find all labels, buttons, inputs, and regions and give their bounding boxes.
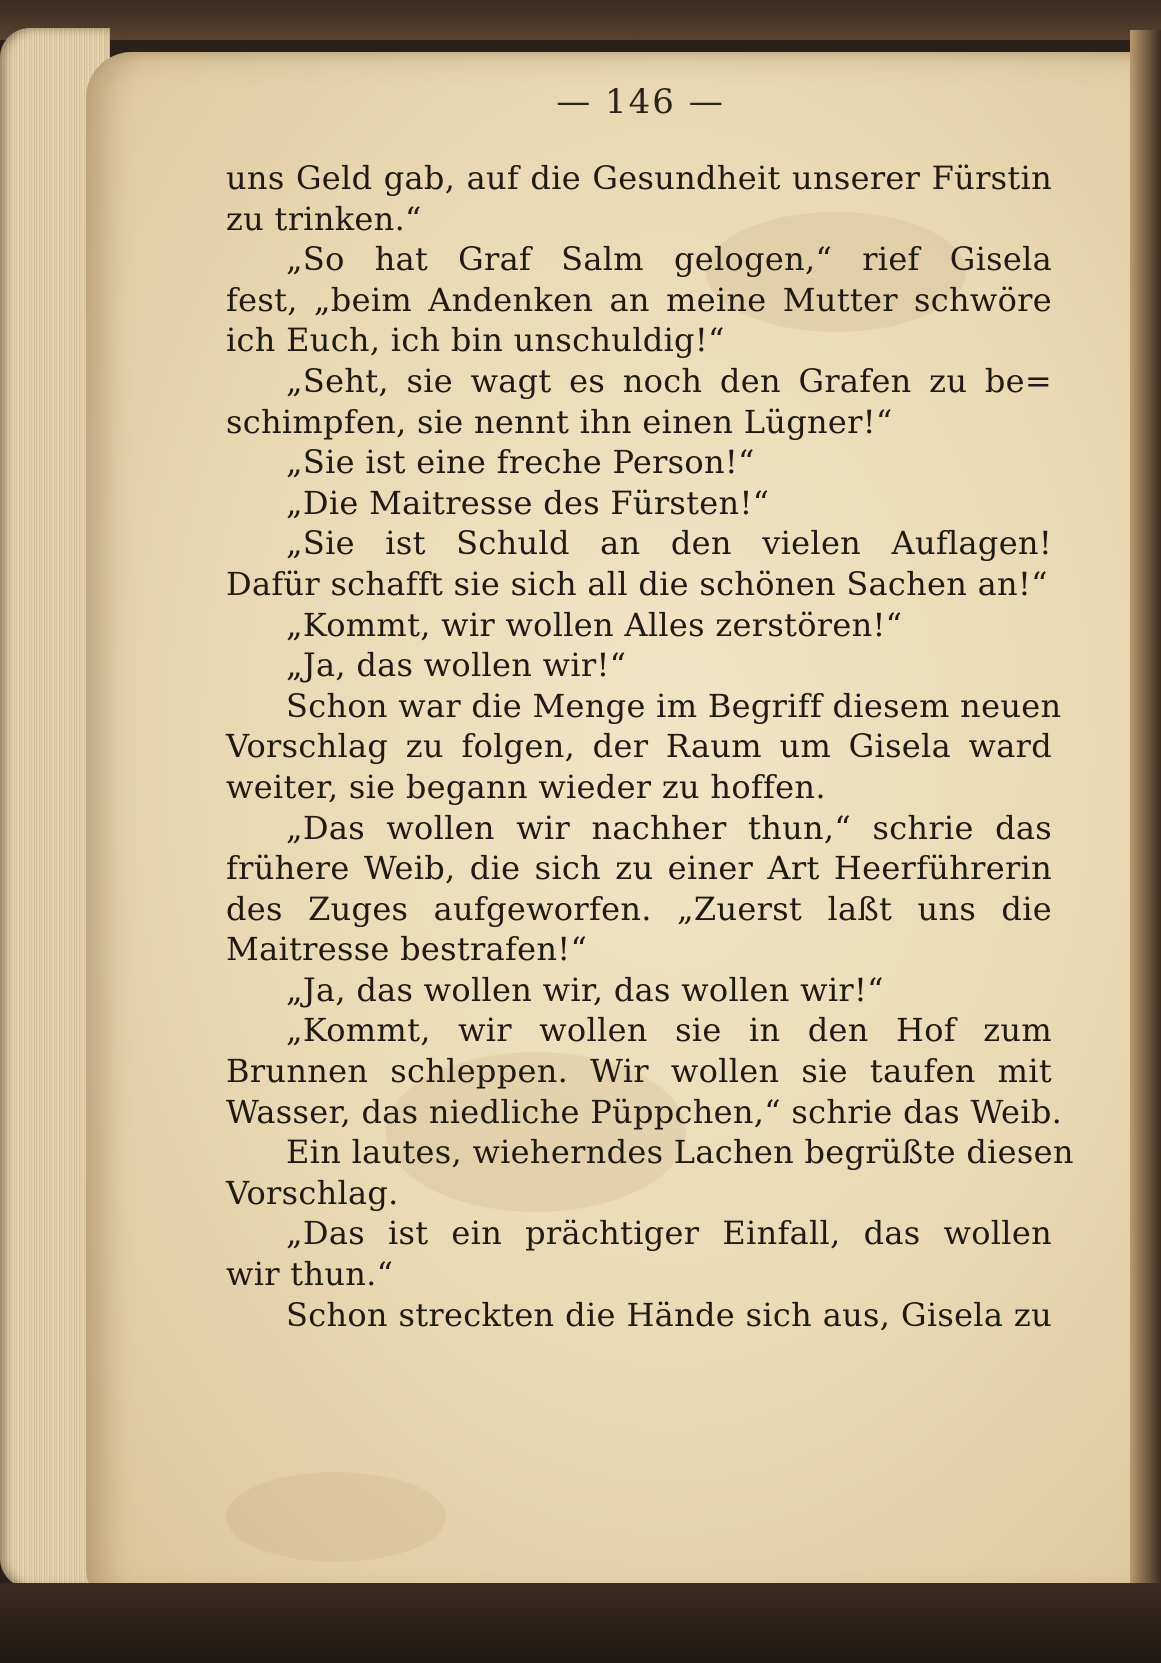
text-line: Vorschlag. xyxy=(226,1173,399,1212)
text-line: Ein lautes, wieherndes Lachen begrüßte diesen xyxy=(286,1133,1074,1172)
book-cover-bottom xyxy=(0,1583,1161,1663)
text-line: „Sie ist eine freche Person!“ xyxy=(286,443,755,482)
text-line: des Zuges aufgeworfen. „Zuerst laßt uns die xyxy=(226,889,1052,928)
book-cover-top xyxy=(0,0,1161,40)
text-line: „Ja, das wollen wir!“ xyxy=(286,646,627,685)
text-line: frühere Weib, die sich zu einer Art Heerführerin xyxy=(226,849,1052,888)
page-number: — 146 — xyxy=(556,82,725,122)
text-line: weiter, sie begann wieder zu hoffen. xyxy=(226,767,826,806)
text-line: Wasser, das niedliche Püppchen,“ schrie das Weib. xyxy=(226,1092,1063,1131)
text-line: Schon war die Menge im Begriff diesem neuen xyxy=(286,686,1062,725)
text-line: „Kommt, wir wollen Alles zerstören!“ xyxy=(286,605,903,644)
text-line: wir thun.“ xyxy=(226,1255,394,1294)
text-line: „Seht, sie wagt es noch den Grafen zu be= xyxy=(286,361,1052,400)
text-line: Dafür schafft sie sich all die schönen Sachen an!“ xyxy=(226,564,1048,603)
text-line: Schon streckten die Hände sich aus, Gisela zu xyxy=(286,1295,1052,1334)
text-line: „Kommt, wir wollen sie in den Hof zum xyxy=(286,1011,1052,1050)
text-line: Vorschlag zu folgen, der Raum um Gisela ward xyxy=(226,727,1052,766)
text-line: Maitresse bestrafen!“ xyxy=(226,930,588,969)
text-line: „Das wollen wir nachher thun,“ schrie das xyxy=(286,808,1052,847)
text-line: „Die Maitresse des Fürsten!“ xyxy=(286,483,770,522)
text-line: Brunnen schleppen. Wir wollen sie taufen mit xyxy=(226,1052,1052,1091)
text-line: schimpfen, sie nennt ihn einen Lügner!“ xyxy=(226,402,893,441)
text-line: „Sie ist Schuld an den vielen Auflagen! xyxy=(286,524,1052,563)
paper-stain xyxy=(226,1472,446,1562)
body-text xyxy=(226,158,1074,1335)
text-line: uns Geld gab, auf die Gesundheit unserer Fürstin xyxy=(226,159,1052,197)
text-line: „Ja, das wollen wir, das wollen wir!“ xyxy=(286,970,884,1009)
text-line: zu trinken.“ xyxy=(226,199,422,238)
text-line: fest, „beim Andenken an meine Mutter schwöre xyxy=(226,280,1052,319)
text-line: „Das ist ein prächtiger Einfall, das wollen xyxy=(286,1214,1052,1253)
text-line: ich Euch, ich bin unschuldig!“ xyxy=(226,321,725,360)
text-line: „So hat Graf Salm gelogen,“ rief Gisela xyxy=(286,240,1052,279)
page-fold-shadow xyxy=(1130,30,1161,1600)
